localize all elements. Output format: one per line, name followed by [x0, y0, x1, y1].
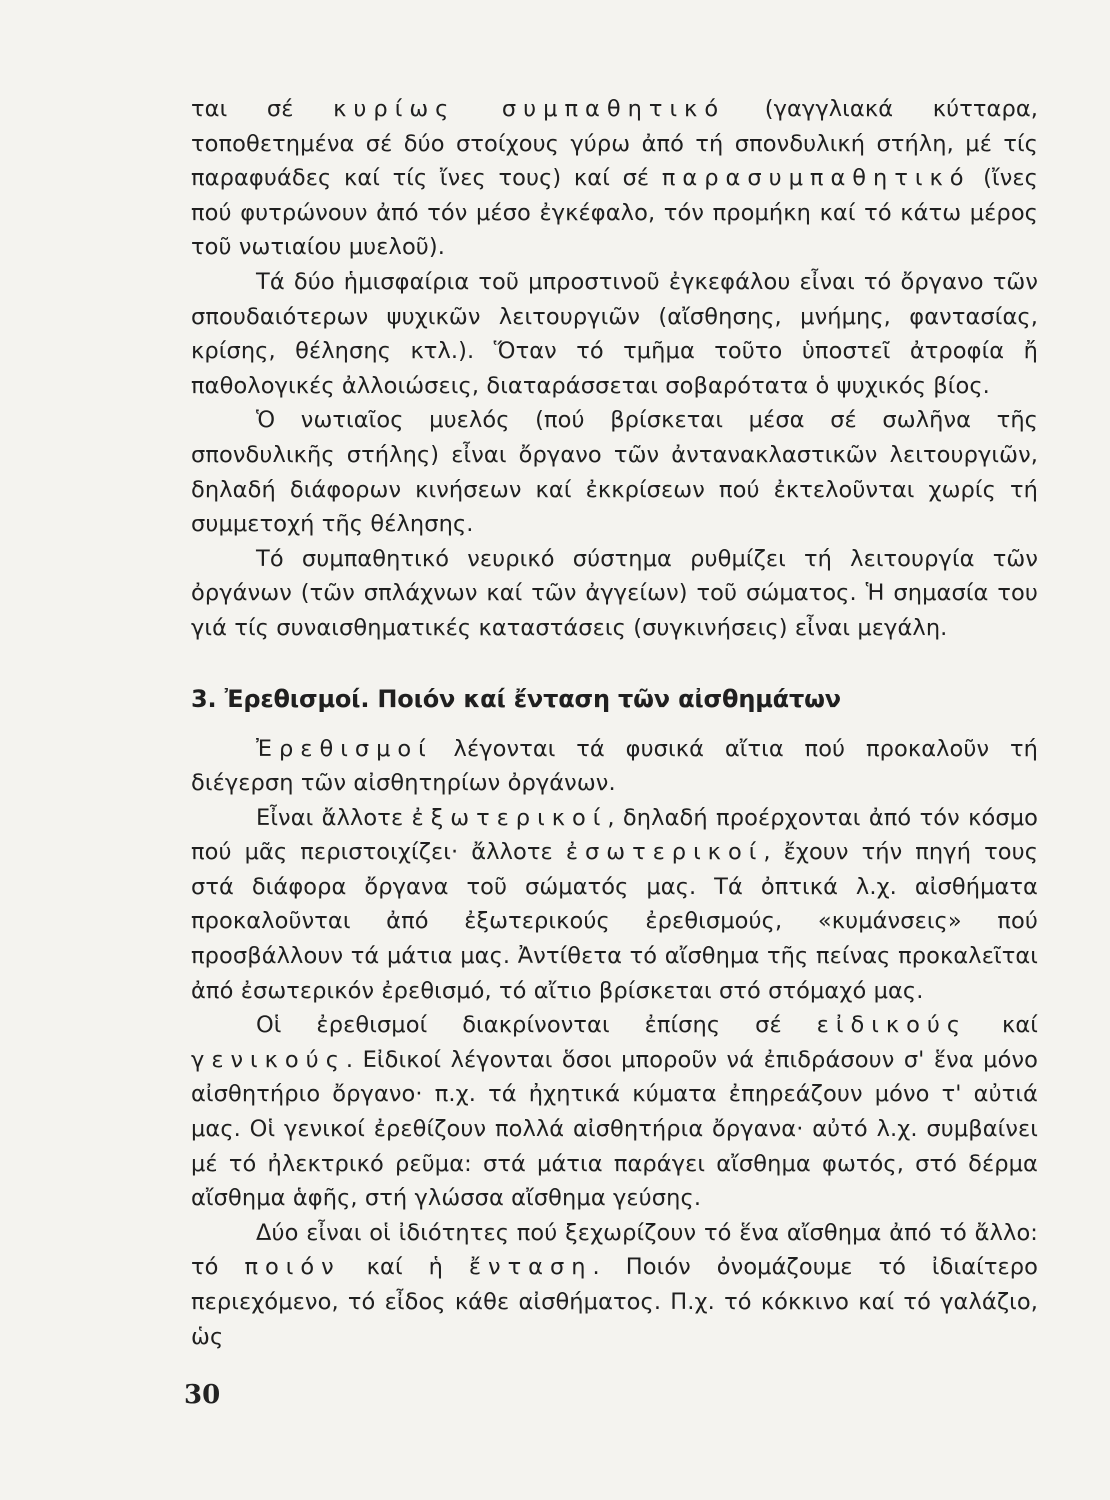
paragraph-specific-general-stimuli [191, 1008, 1038, 1216]
spaced-emphasis-term: γενικούς [191, 1046, 346, 1073]
book-page [191, 92, 1038, 1422]
paragraph-text-run: , ἔχουν τήν πηγή τους στά διάφορα ὄργανα τοῦ σώματός μας. Τά ὀπτικά λ.χ. αἰσθήματα προκαλοῦνται ἀπό ἐξωτερικούς ἐρεθισμούς, «κυμάνσεις» πού προσβάλλουν τά μάτια μας. Ἀντίθετα τό αἴσθημα τῆς πείνας προκαλεῖται ἀπό ἐσωτερικόν ἐρεθισμό, τό αἴτιο βρίσκεται στό στόμαχό μας. [191, 839, 1039, 1004]
paragraph-text-run: (γαγγλιακά κύτταρα, τοποθετημένα σέ δύο στοίχους γύρω ἀπό τή σπονδυλική στήλη, μέ τίς παραφυάδες καί τίς ἴνες τους) καί σέ [191, 96, 1039, 192]
paragraph-text-run: λέγονται τά φυσικά αἴτια πού προκαλοῦν τή διέγερση τῶν αἰσθητηρίων ὀργάνων. [191, 735, 1038, 797]
paragraph-text-run: Τό συμπαθητικό νευρικό σύστημα ρυθμίζει τή λειτουργία τῶν ὀργάνων (τῶν σπλάχνων καί τῶν ἀγγείων) τοῦ σώματος. Ἡ σημασία του γιά τίς συναισθηματικές καταστάσεις (συγκινήσεις) εἶναι μεγάλη. [191, 545, 1038, 641]
spaced-emphasis-term: ἐξωτερικοί [411, 804, 608, 831]
spaced-emphasis-term: ποιόν [244, 1254, 341, 1281]
spaced-emphasis-term: Ἐρεθισμοί [256, 735, 433, 762]
paragraph-text-run: ται σέ [191, 96, 334, 122]
paragraph-spinal-cord [191, 403, 1038, 541]
page-number: 30 [184, 1380, 221, 1410]
paragraph-external-internal-stimuli [191, 801, 1038, 1009]
spaced-emphasis-term: εἰδικούς [816, 1012, 968, 1039]
spaced-emphasis-term: κυρίως συμπαθητικό [333, 96, 726, 122]
paragraph-hemispheres [191, 265, 1038, 403]
paragraph-nervous-system-types [191, 92, 1038, 265]
paragraph-stimuli-definition [191, 732, 1038, 801]
spaced-emphasis-term: παρασυμπαθητικό [661, 165, 971, 192]
paragraph-text-run: Εἶναι ἄλλοτε [256, 804, 412, 831]
paragraph-text-run: καί ἡ [340, 1254, 469, 1281]
paragraph-text-run: Τά δύο ἡμισφαίρια τοῦ μπροστινοῦ ἐγκεφάλου εἶναι τό ὄργανο τῶν σπουδαιότερων ψυχικῶν λειτουργιῶν (αἴσθησης, μνήμης, φαντασίας, κρίσης, θέλησης κτλ.). Ὅταν τό τμῆμα τοῦτο ὑποστεῖ ἀτροφία ἤ παθολογικές ἀλλοιώσεις, διαταράσσεται σοβαρότατα ὁ ψυχικός βίος. [191, 268, 1038, 399]
paragraph-text-run: , δηλαδή προέρχονται ἀπό τόν κόσμο πού μᾶς περιστοιχίζει· ἄλλοτε [191, 804, 1038, 866]
spaced-emphasis-term: ἐσωτερικοί [565, 839, 764, 866]
paragraph-text-run: καί [967, 1012, 1038, 1039]
paragraph-sympathetic-system [191, 542, 1038, 646]
paragraph-text-run: . Εἰδικοί λέγονται ὅσοι μποροῦν νά ἐπιδράσουν σ' ἕνα μόνο αἰσθητήριο ὄργανο· π.χ. τά ἠχητικά κύματα ἐπηρεάζουν μόνο τ' αὐτιά μας. Οἱ γενικοί ἐρεθίζουν πολλά αἰσθητήρια ὄργανα· αὐτό λ.χ. συμβαίνει μέ τό ἠλεκτρικό ρεῦμα: στά μάτια παράγει αἴσθημα φωτός, στό δέρμα αἴσθημα ἁφῆς, στή γλώσσα αἴσθημα γεύσης. [191, 1046, 1038, 1212]
section-heading: 3. Ἐρεθισμοί. Ποιόν καί ἔνταση τῶν αἰσθημάτων [191, 684, 841, 713]
paragraph-text-run: Δύο εἶναι οἱ ἰδιότητες πού ξεχωρίζουν τό ἕνα αἴσθημα ἀπό τό ἄλλο: τό [191, 1219, 1038, 1281]
paragraph-text-run: Ὁ νωτιαῖος μυελός (πού βρίσκεται μέσα σέ σωλῆνα τῆς σπονδυλικῆς στήλης) εἶναι ὄργανο τῶν ἀντανακλαστικῶν λειτουργιῶν, δηλαδή διάφορων κινήσεων καί ἐκκρίσεων πού ἐκτελοῦνται χωρίς τή συμμετοχή τῆς θέλησης. [191, 407, 1038, 538]
paragraph-quality-intensity [191, 1216, 1038, 1354]
spaced-emphasis-term: ἔνταση [468, 1254, 593, 1281]
paragraph-text-run: Οἱ ἐρεθισμοί διακρίνονται ἐπίσης σέ [256, 1012, 817, 1039]
paragraph-text-run: . Ποιόν ὀνομάζουμε τό ἰδιαίτερο περιεχόμενο, τό εἶδος κάθε αἰσθήματος. Π.χ. τό κόκκινο καί τό γαλάζιο, ὡς [191, 1254, 1039, 1350]
paragraph-text-run: (ἴνες πού φυτρώνουν ἀπό τόν μέσο ἐγκέφαλο, τόν προμήκη καί τό κάτω μέρος τοῦ νωτιαίου μυελοῦ). [191, 165, 1038, 261]
